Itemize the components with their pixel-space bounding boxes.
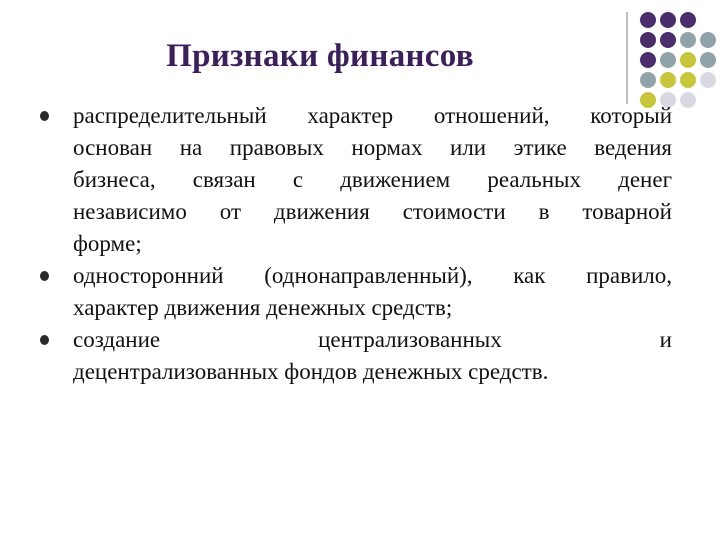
decor-dot: [640, 72, 656, 88]
slide-title: Признаки финансов: [166, 38, 474, 74]
bullet-line: создание централизованных и: [73, 327, 672, 352]
bullet-marker-icon: [40, 271, 49, 281]
decor-dot: [660, 72, 676, 88]
bullet-line: бизнеса, связан с движением реальных денег: [73, 167, 672, 192]
decor-dot: [680, 12, 696, 28]
decor-dot: [660, 52, 676, 68]
bullet-marker-icon: [40, 335, 49, 345]
decor-dot: [640, 32, 656, 48]
decor-dot: [660, 32, 676, 48]
bullet-line: характер движения денежных средств;: [73, 295, 453, 320]
bullet-line: распределительный характер отношений, который: [73, 103, 672, 128]
bullet-line: независимо от движения стоимости в товарной: [73, 199, 672, 224]
decor-dot: [680, 32, 696, 48]
decorative-dot-grid: [636, 8, 720, 108]
bullet-line: децентрализованных фондов денежных средств.: [73, 359, 549, 384]
bullet-marker-icon: [40, 111, 49, 121]
decor-dot: [680, 72, 696, 88]
bullet-item: [40, 100, 672, 260]
decor-dot: [660, 12, 676, 28]
bullet-line: односторонний (однонаправленный), как правило,: [73, 263, 672, 288]
decor-dot: [700, 32, 716, 48]
decor-dot: [700, 52, 716, 68]
decorative-divider: [626, 12, 628, 104]
bullet-line: форме;: [73, 231, 142, 256]
bullet-line: основан на правовых нормах или этике ведения: [73, 135, 672, 160]
bullet-list: [40, 100, 672, 388]
bullet-item: [40, 260, 672, 324]
decor-dot: [700, 72, 716, 88]
bullet-item: [40, 324, 672, 388]
decor-dot: [680, 52, 696, 68]
decor-dot: [640, 12, 656, 28]
decor-dot: [640, 52, 656, 68]
decor-dot: [680, 92, 696, 108]
